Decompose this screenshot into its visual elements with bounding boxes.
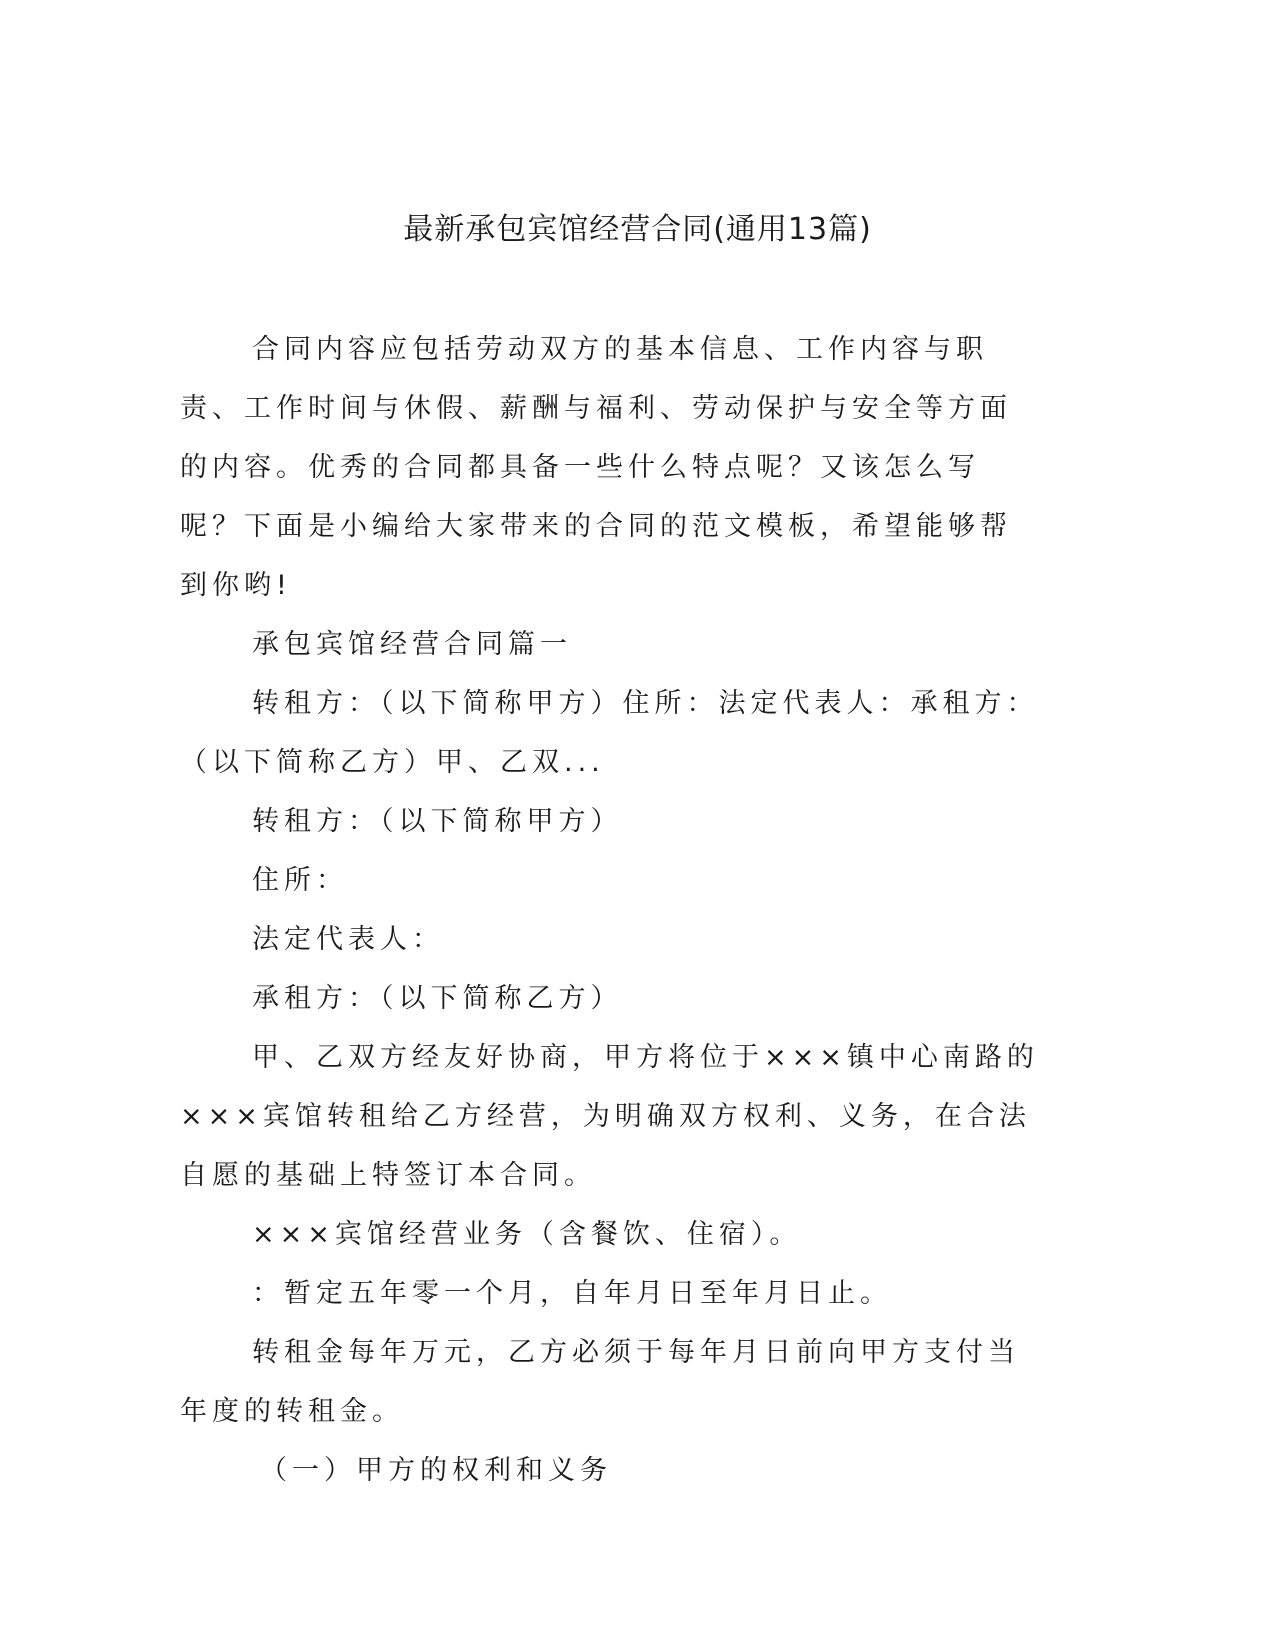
document-title: 最新承包宾馆经营合同(通用13篇): [403, 212, 872, 247]
summary-paragraph: 转租方：（以下简称甲方）住所：法定代表人：承租方：（以下简称乙方）甲、乙双...: [180, 688, 1039, 778]
rent-paragraph: 转租金每年万元，乙方必须于每年月日前向甲方支付当年度的转租金。: [180, 1337, 1020, 1427]
legal-rep-line: 法定代表人：: [252, 924, 444, 955]
address-line: 住所：: [252, 865, 348, 896]
document-body: [180, 320, 1040, 1500]
lessor-line: 转租方：（以下简称甲方）: [252, 806, 623, 837]
section-heading: 承包宾馆经营合同篇一: [252, 629, 572, 660]
lessee-line: 承租方：（以下简称乙方）: [252, 983, 623, 1014]
term-line: ：暂定五年零一个月，自年月日至年月日止。: [252, 1278, 892, 1309]
agreement-paragraph: 甲、乙双方经友好协商，甲方将位于×××镇中心南路的×××宾馆转租给乙方经营，为明确双方权利、义务，在合法自愿的基础上特签订本合同。: [180, 1042, 1039, 1191]
business-scope-line: ×××宾馆经营业务（含餐饮、住宿）。: [252, 1219, 802, 1250]
intro-paragraph: 合同内容应包括劳动双方的基本信息、工作内容与职责、工作时间与休假、薪酬与福利、劳动保护与安全等方面的内容。优秀的合同都具备一些什么特点呢？又该怎么写呢？下面是小编给大家带来的合同的范文模板，希望能够帮到你哟!: [180, 334, 1012, 601]
subsection-heading: （一）甲方的权利和义务: [260, 1455, 612, 1486]
